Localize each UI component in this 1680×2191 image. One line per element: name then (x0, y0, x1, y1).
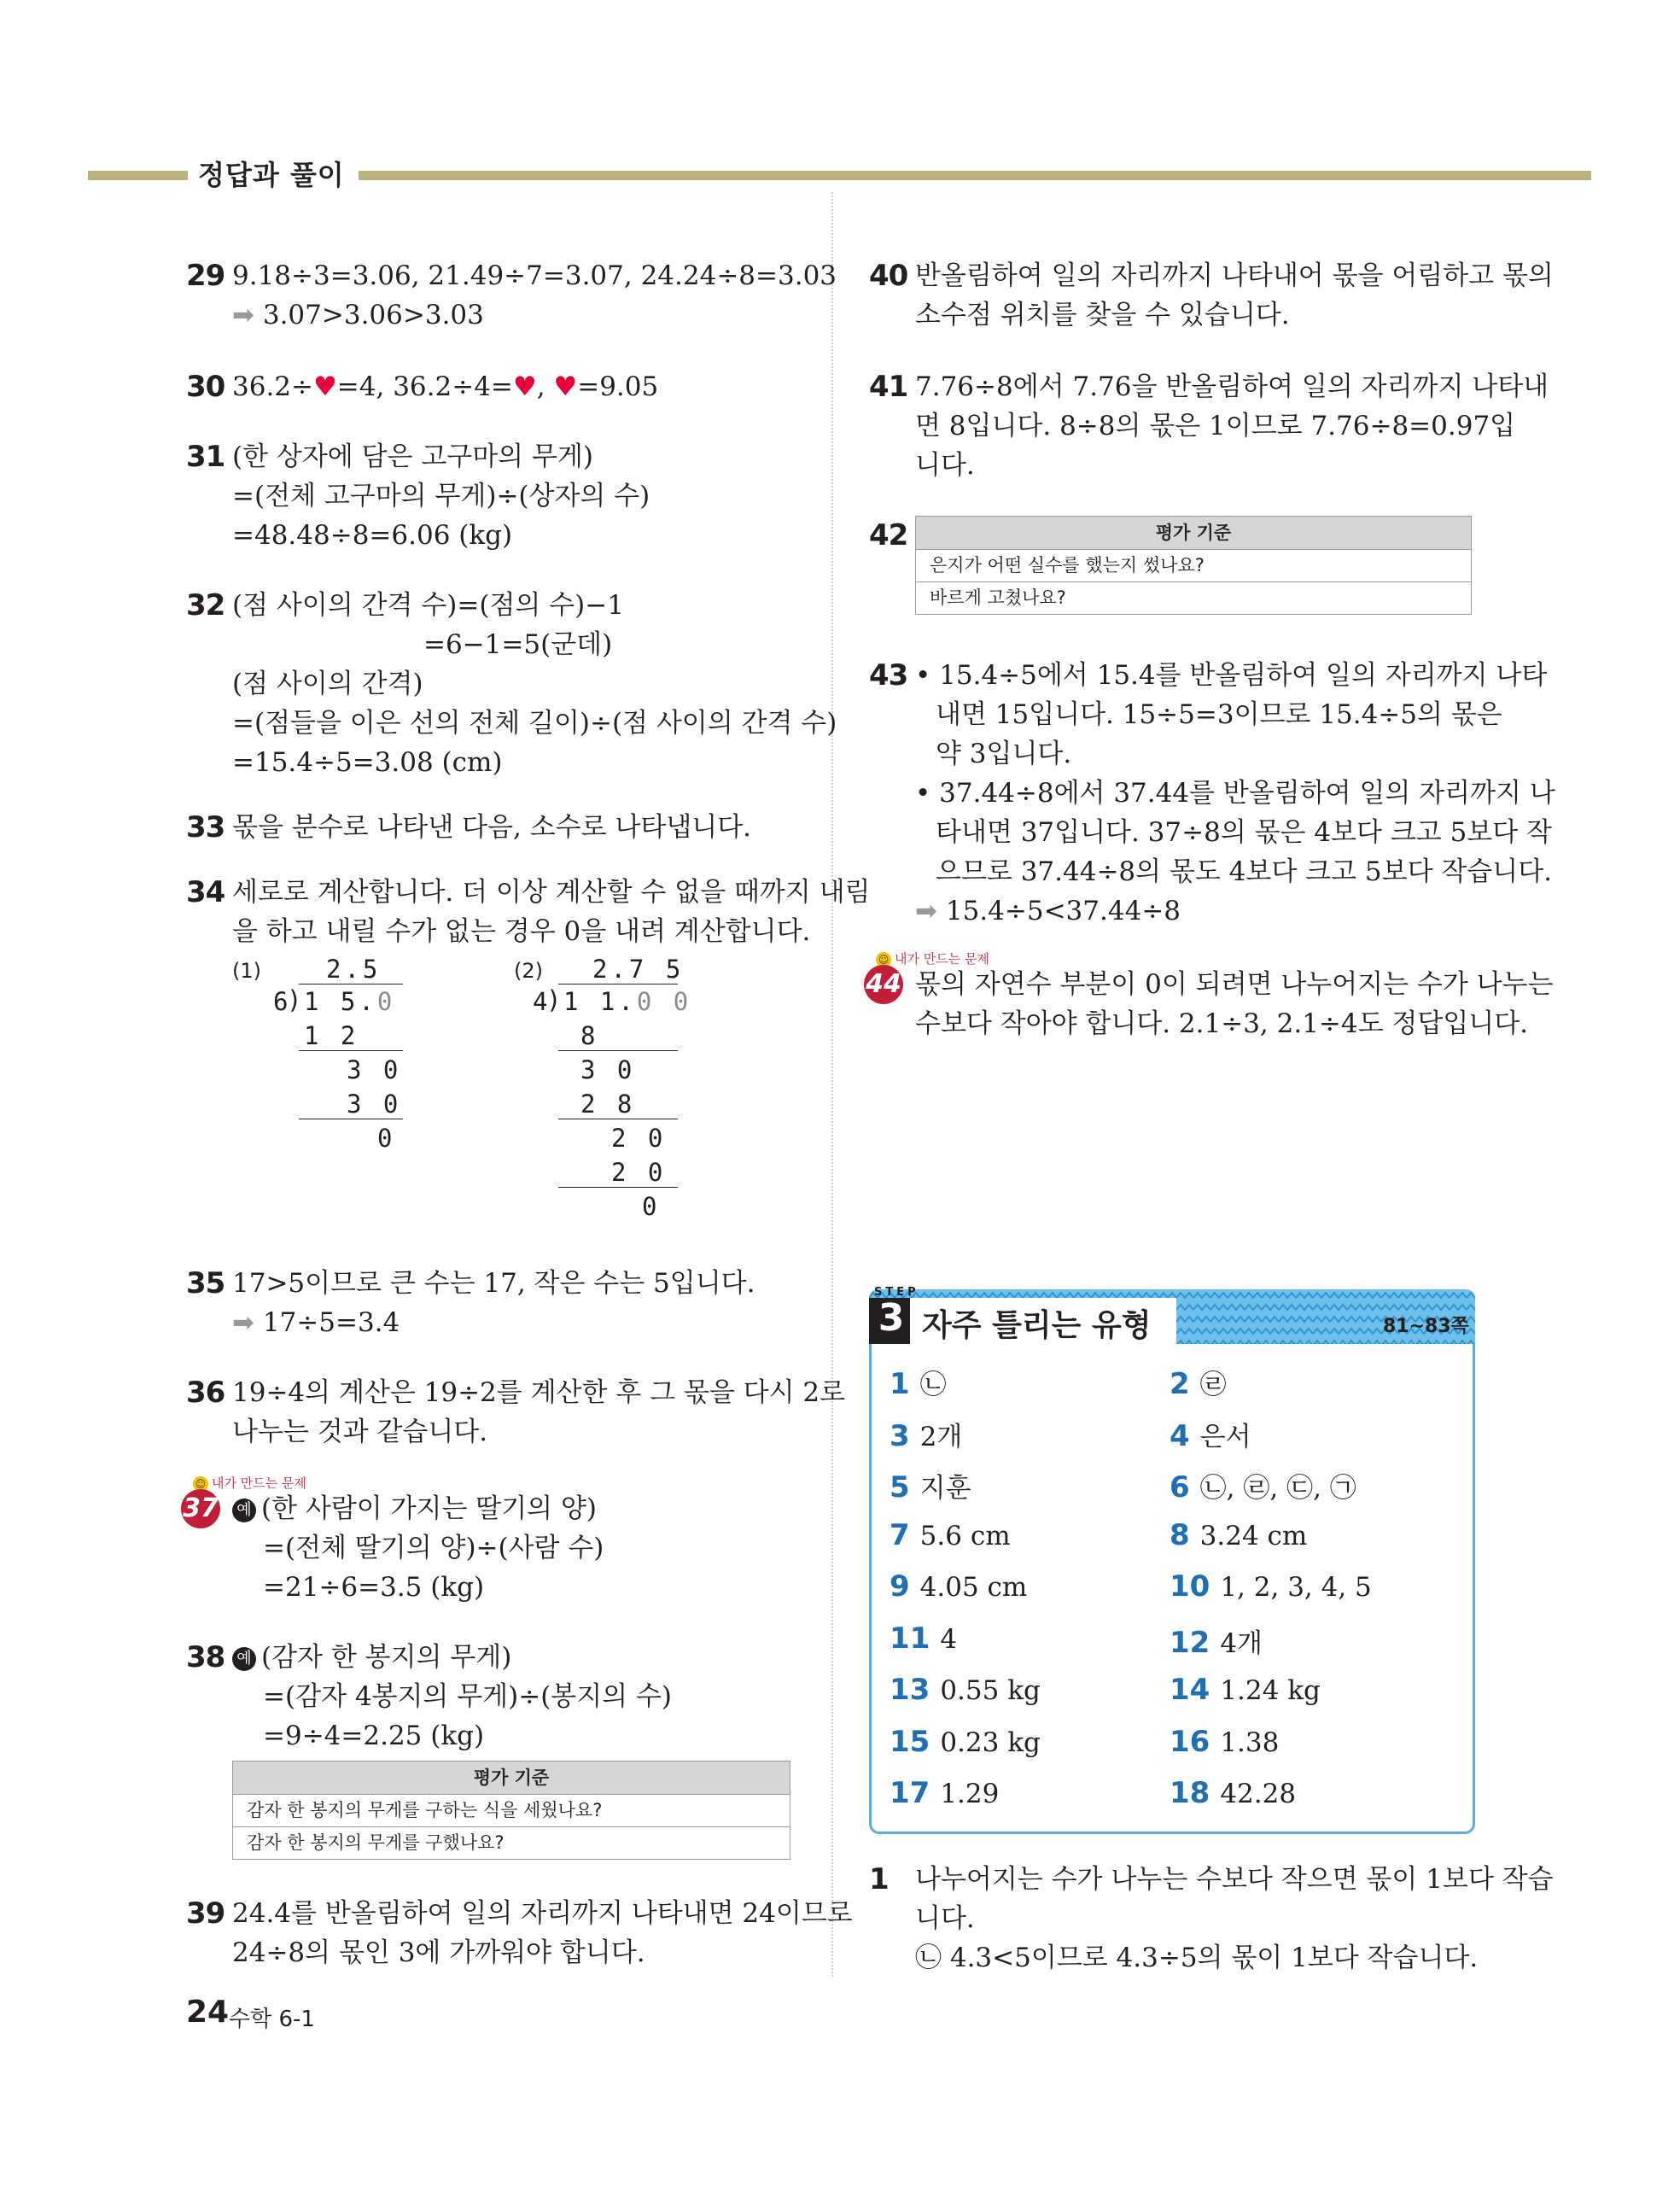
answer-line: 반올림하여 일의 자리까지 나타내어 몫을 어림하고 몫의 (915, 260, 1554, 291)
heart-icon: ♥ (553, 371, 578, 402)
answer-line: 타내면 37입니다. 37÷8의 몫은 4보다 크고 5보다 작 (936, 817, 1553, 848)
evaluation-header: 평가 기준 (233, 1762, 790, 1795)
question-42 (869, 516, 1484, 615)
evaluation-row: 바르게 고쳤나요? (916, 581, 1471, 614)
answer-number: 5 (890, 1470, 910, 1504)
question-number: 34 (186, 875, 225, 909)
answer-text: 36.2÷ (232, 371, 313, 402)
question-40 (869, 256, 1554, 335)
answer-number: 9 (890, 1569, 910, 1604)
answer-line (232, 295, 801, 335)
smile-icon: ☺ (193, 1476, 208, 1492)
dividend-digits: 1 5. (304, 987, 377, 1016)
question-31 (186, 437, 801, 555)
answer-value: 1, 2, 3, 4, 5 (1220, 1572, 1372, 1603)
answer-number: 17 (890, 1776, 930, 1810)
answer-line: 수보다 작아야 합니다. 2.1÷3, 2.1÷4도 정답입니다. (915, 1008, 1529, 1039)
answer-number: 16 (1170, 1724, 1210, 1759)
answer-line (915, 891, 1484, 931)
answer-text: 3.07>3.06>3.03 (262, 300, 484, 330)
answer-item (890, 1673, 1041, 1707)
answer-number: 4 (1170, 1418, 1190, 1453)
answer-value: ㉡, ㉣, ㉢, ㉠ (1199, 1473, 1356, 1504)
evaluation-table (232, 1761, 790, 1860)
answer-number: 6 (1170, 1470, 1190, 1504)
smile-icon: ☺ (876, 952, 891, 967)
evaluation-header: 평가 기준 (916, 517, 1471, 550)
answer-line (232, 1489, 801, 1528)
answer-line: ㉡ 4.3<5이므로 4.3÷5의 몫이 1보다 작습니다. (915, 1943, 1479, 1973)
explanation-section (869, 1860, 1554, 1978)
answer-line: • 15.4÷5에서 15.4를 반올림하여 일의 자리까지 나타 (915, 660, 1548, 691)
answer-value: 3.24 cm (1199, 1520, 1308, 1551)
quotient: 2.7 5 (592, 955, 685, 984)
step-value: 2 8 (580, 1090, 636, 1119)
step-label: STEP (874, 1286, 919, 1299)
header-bar-left (88, 171, 188, 180)
answer-line: 면 8입니다. 8÷8의 몫은 1이므로 7.76÷8=0.97입 (915, 411, 1516, 441)
answer-line: =(전체 고구마의 무게)÷(상자의 수) (232, 481, 650, 511)
step-value: 1 2 (304, 1021, 359, 1050)
step-value: 8 (580, 1021, 599, 1050)
divisor: 4 (533, 987, 551, 1016)
answer-line: =(감자 4봉지의 무게)÷(봉지의 수) (263, 1681, 673, 1712)
question-number: 30 (186, 370, 225, 404)
long-division-1 (258, 951, 429, 1233)
question-32 (186, 586, 837, 782)
question-34 (186, 873, 871, 1233)
page-number: 24 (186, 1995, 230, 2030)
answer-line: =21÷6=3.5 (kg) (263, 1572, 485, 1603)
answer-value: 2개 (919, 1421, 963, 1452)
answer-number: 11 (890, 1621, 930, 1656)
answer-line: 24÷8의 몫인 3에 가까워야 합니다. (232, 1937, 645, 1968)
answer-line: 으므로 37.44÷8의 몫도 4보다 크고 5보다 작습니다. (936, 856, 1553, 887)
question-41 (869, 367, 1549, 485)
question-number: 40 (869, 259, 908, 293)
question-number: 29 (186, 259, 225, 293)
answer-text: 15.4÷5<37.44÷8 (945, 896, 1181, 926)
remainder: 0 (377, 1124, 396, 1153)
explanation-1 (869, 1860, 1554, 1978)
answer-line: (점 사이의 간격 수)=(점의 수)−1 (232, 590, 624, 621)
question-number: 32 (186, 588, 225, 622)
arrow-right-icon: ➡ (232, 1307, 254, 1338)
question-number-badge: 44 (864, 965, 903, 1004)
answer-line: (한 상자에 담은 고구마의 무게) (232, 441, 593, 472)
step-title: 자주 틀리는 유형 (922, 1308, 1152, 1343)
division-bracket: ) (287, 985, 306, 1014)
answer-item (1170, 1673, 1321, 1707)
answer-item (890, 1466, 971, 1504)
example-mark: 예 (232, 1647, 256, 1671)
answer-value: 0.23 kg (940, 1727, 1041, 1758)
answer-text: =4, 36.2÷4= (336, 371, 513, 402)
question-number-badge: 37 (181, 1489, 220, 1528)
answer-line: 몫을 분수로 나타낸 다음, 소수로 나타냅니다. (232, 812, 752, 843)
answer-line: =48.48÷8=6.06 (kg) (232, 520, 513, 551)
dividend-added-zero: 0 (376, 987, 396, 1016)
answer-text: 17÷5=3.4 (262, 1307, 400, 1338)
remainder: 0 (642, 1192, 661, 1221)
part-label: (1) (232, 959, 261, 983)
answer-item (890, 1725, 1041, 1759)
answer-line: 7.76÷8에서 7.76을 반올림하여 일의 자리까지 나타내 (915, 371, 1549, 402)
answer-line: • 37.44÷8에서 37.44를 반올림하여 일의 자리까지 나 (915, 778, 1555, 809)
question-38 (186, 1638, 801, 1860)
step-value: 3 0 (580, 1055, 636, 1084)
answer-text: , (536, 371, 554, 402)
heart-icon: ♥ (313, 371, 337, 402)
answer-number: 1 (890, 1367, 910, 1401)
question-33 (186, 808, 801, 847)
long-division-2 (533, 951, 720, 1233)
page-header-title: 정답과 풀이 (198, 159, 345, 191)
answer-number: 14 (1170, 1673, 1210, 1707)
answer-item (1170, 1466, 1356, 1504)
answer-number: 18 (1170, 1776, 1210, 1810)
answer-line: 니다. (915, 450, 975, 481)
quotient: 2.5 (326, 955, 382, 984)
example-mark: 예 (232, 1499, 256, 1522)
answer-value: 4개 (1220, 1627, 1263, 1659)
answer-item (1170, 1569, 1372, 1604)
answer-number: 7 (890, 1517, 910, 1552)
question-number: 1 (869, 1862, 889, 1896)
answer-line: 17>5이므로 큰 수는 17, 작은 수는 5입니다. (232, 1268, 755, 1299)
answer-line: =(전체 딸기의 양)÷(사람 수) (263, 1533, 604, 1563)
header-bar-right (359, 171, 1591, 180)
answer-line: =9÷4=2.25 (kg) (263, 1721, 485, 1751)
answer-text: =9.05 (577, 371, 659, 402)
answer-line: 24.4를 반올림하여 일의 자리까지 나타내면 24이므로 (232, 1898, 853, 1929)
question-44 (866, 951, 1554, 1043)
step-number: 3 (878, 1296, 905, 1340)
answer-value: 0.55 kg (940, 1675, 1041, 1706)
answer-number: 13 (890, 1673, 930, 1707)
step-value: 2 0 (611, 1124, 667, 1153)
question-number: 31 (186, 440, 225, 474)
question-number: 38 (186, 1640, 225, 1674)
answer-text: (한 사람이 가지는 딸기의 양) (261, 1493, 598, 1524)
answer-value: ㉣ (1199, 1370, 1227, 1400)
question-30 (186, 367, 801, 406)
evaluation-row: 은지가 어떤 실수를 했는지 썼나요? (930, 555, 1205, 576)
answer-value: ㉡ (919, 1370, 947, 1400)
answer-line: 나누는 것과 같습니다. (232, 1417, 488, 1447)
answer-line: =6−1=5(군데) (423, 629, 613, 660)
answer-line: 내면 15입니다. 15÷5=3이므로 15.4÷5의 몫은 (936, 699, 1502, 730)
dividend-added-zero: 0 0 (636, 987, 692, 1016)
column-divider (831, 192, 833, 1977)
question-36 (186, 1373, 846, 1452)
left-column (183, 256, 871, 1972)
answer-number: 3 (890, 1418, 910, 1453)
answer-text: (감자 한 봉지의 무게) (261, 1642, 512, 1673)
answer-item (890, 1363, 947, 1401)
answer-value: 지훈 (919, 1473, 971, 1504)
question-29 (186, 256, 837, 335)
answer-value: 1.29 (940, 1779, 1000, 1809)
answer-item (1170, 1725, 1279, 1759)
tag-text: 내가 만드는 문제 (895, 951, 989, 967)
answer-line (232, 1638, 801, 1677)
question-number: 35 (186, 1266, 225, 1300)
question-37 (183, 1475, 801, 1607)
question-39 (186, 1894, 853, 1972)
answer-item (890, 1776, 999, 1810)
answer-value: 은서 (1199, 1421, 1251, 1452)
answer-item (890, 1415, 962, 1453)
question-35 (186, 1264, 801, 1342)
evaluation-row: 감자 한 봉지의 무게를 구했나요? (233, 1826, 790, 1859)
heart-icon: ♥ (512, 371, 537, 402)
question-number: 36 (186, 1376, 225, 1410)
answer-line: 9.18÷3=3.06, 21.49÷7=3.07, 24.24÷8=3.03 (232, 260, 837, 291)
question-number: 43 (869, 658, 908, 692)
step-value: 2 0 (611, 1158, 667, 1187)
tag-text: 내가 만드는 문제 (212, 1475, 306, 1491)
evaluation-table (915, 516, 1472, 615)
answer-number: 2 (1170, 1367, 1190, 1401)
answer-line: 나누어지는 수가 나누는 수보다 작으면 몫이 1보다 작습 (915, 1864, 1554, 1895)
question-43 (869, 656, 1555, 931)
answer-item (1170, 1415, 1251, 1453)
question-number: 33 (186, 810, 225, 844)
step-pages: 81~83쪽 (1383, 1316, 1469, 1337)
answer-item (1170, 1621, 1263, 1660)
answer-item (890, 1569, 1027, 1604)
answer-number: 15 (890, 1724, 930, 1759)
arrow-right-icon: ➡ (915, 896, 937, 926)
answer-line: 니다. (915, 1903, 975, 1934)
answer-line: 을 하고 내릴 수가 없는 경우 0을 내려 계산합니다. (232, 916, 811, 947)
question-number: 41 (869, 370, 908, 404)
answer-value: 42.28 (1220, 1779, 1297, 1809)
long-division-area (232, 951, 801, 1233)
arrow-right-icon: ➡ (232, 300, 254, 330)
answer-line (232, 1303, 801, 1342)
answer-item (890, 1621, 957, 1656)
answer-line: =(점들을 이은 선의 전체 길이)÷(점 사이의 간격 수) (232, 708, 837, 739)
answer-line: (점 사이의 간격) (232, 669, 423, 699)
right-column (866, 256, 1555, 1043)
answer-number: 12 (1170, 1625, 1210, 1660)
dividend-digits: 1 1. (563, 987, 637, 1016)
answer-line: 약 3입니다. (936, 739, 1072, 769)
answer-line: 몫의 자연수 부분이 0이 되려면 나누어지는 수가 나누는 (915, 969, 1554, 1000)
question-number: 42 (869, 518, 908, 552)
division-bracket: ) (546, 985, 565, 1014)
answer-value: 1.24 kg (1220, 1675, 1321, 1706)
answer-line: 19÷4의 계산은 19÷2를 계산한 후 그 몫을 다시 2로 (232, 1377, 846, 1408)
answer-value: 4 (940, 1623, 958, 1655)
answer-value: 5.6 cm (919, 1520, 1011, 1551)
answer-item (1170, 1363, 1227, 1401)
answer-value: 4.05 cm (919, 1572, 1028, 1603)
step-value: 3 0 (347, 1055, 402, 1084)
step-value: 3 0 (347, 1090, 402, 1119)
book-title: 수학 6-1 (229, 2007, 315, 2032)
divisor: 6 (273, 987, 292, 1016)
answer-number: 8 (1170, 1517, 1190, 1552)
answer-number: 10 (1170, 1569, 1210, 1604)
evaluation-row: 감자 한 봉지의 무게를 구하는 식을 세웠나요? (247, 1800, 603, 1820)
answer-item (1170, 1776, 1296, 1810)
answer-item (890, 1518, 1011, 1552)
answer-line: =15.4÷5=3.08 (cm) (232, 747, 503, 778)
answer-value: 1.38 (1220, 1727, 1280, 1758)
answer-item (1170, 1518, 1307, 1552)
answer-line: 소수점 위치를 찾을 수 있습니다. (915, 300, 1290, 330)
answer-line: 세로로 계산합니다. 더 이상 계산할 수 없을 때까지 내림 (232, 877, 871, 908)
question-number: 39 (186, 1896, 225, 1931)
part-label: (2) (514, 959, 543, 983)
answer-line (232, 367, 801, 406)
